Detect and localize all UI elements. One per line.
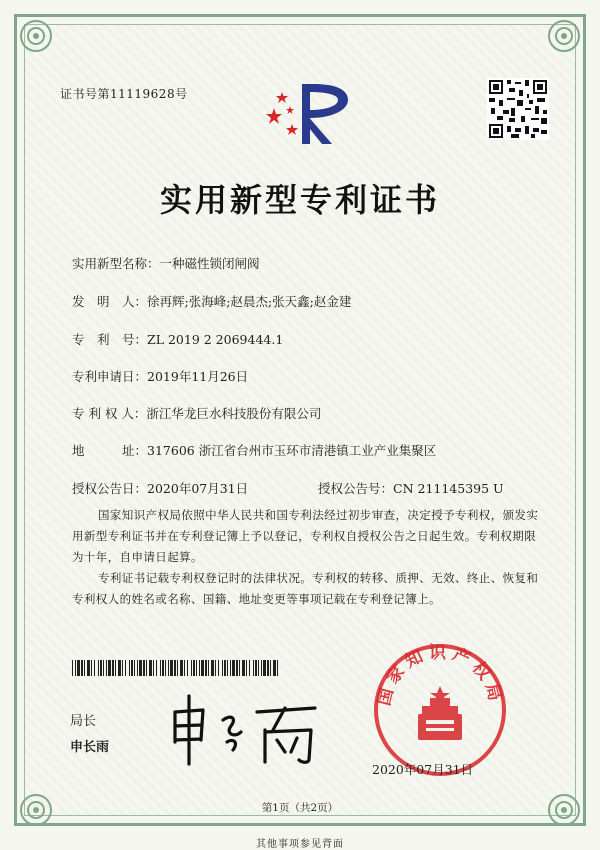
field-patent-number [72, 330, 283, 348]
barcode-bar [239, 660, 240, 676]
barcode-bar [201, 660, 204, 676]
barcode-bar [75, 660, 76, 676]
field-label: 专利申请日： [72, 369, 148, 384]
barcode-bar [253, 660, 254, 676]
barcode-bar [263, 660, 266, 676]
barcode-bar [165, 660, 166, 676]
cnipa-logo-icon [262, 78, 354, 148]
field-value: 317606 浙江省台州市玉环市清港镇工业产业集聚区 [147, 443, 437, 458]
barcode-bar [122, 660, 123, 676]
director-title: 局长 [70, 714, 97, 729]
barcode-bar [87, 660, 90, 676]
barcode-icon [72, 660, 282, 676]
body-paragraph: 国家知识产权局依照中华人民共和国专利法经过初步审查，决定授予专利权，颁发实用新型专利证书并在专利登记簿上予以登记，专利权自授权公告之日起生效。专利权期限为十年，自申请日起算。 [72, 508, 539, 564]
barcode-bar [143, 660, 145, 676]
field-value: 浙江华龙巨水科技股份有限公司 [146, 406, 322, 421]
barcode-bar [103, 660, 104, 676]
barcode-bar [236, 660, 238, 676]
barcode-bar [255, 660, 257, 676]
barcode-bar [196, 660, 197, 676]
field-value: 徐再辉;张海峰;赵晨杰;张天鑫;赵金建 [147, 294, 352, 309]
barcode-bar [129, 660, 130, 676]
field-grant-date [72, 479, 248, 497]
barcode-bar [139, 660, 142, 676]
field-inventor [72, 292, 351, 310]
field-label: 地 址： [72, 443, 148, 458]
barcode-bar [242, 660, 245, 676]
field-grant-number [318, 479, 504, 497]
barcode-bar [131, 660, 133, 676]
barcode-bar [153, 660, 154, 676]
barcode-bar [94, 660, 95, 676]
signature-icon [165, 690, 325, 770]
barcode-bar [118, 660, 121, 676]
field-label: 授权公告日： [72, 481, 148, 496]
corner-ornament-icon [16, 16, 56, 56]
svg-text:国家知识产权局: 国家知识产权局 [374, 643, 506, 708]
barcode-bar [218, 660, 219, 676]
field-value: CN 211145395 U [393, 481, 504, 496]
barcode-bar [222, 660, 223, 676]
barcode-bar [191, 660, 192, 676]
barcode-bar [100, 660, 102, 676]
barcode-bar [98, 660, 99, 676]
barcode-bar [115, 660, 116, 676]
barcode-bar [199, 660, 200, 676]
barcode-bar [146, 660, 147, 676]
barcode-bar [273, 660, 276, 676]
body-text [72, 505, 542, 610]
barcode-bar [267, 660, 269, 676]
barcode-bar [180, 660, 183, 676]
footer-note: 其他事项参见背面 [256, 839, 344, 850]
field-label: 专 利 号： [72, 332, 148, 347]
barcode-bar [162, 660, 164, 676]
certificate-number: 证书号第11119628号 [60, 87, 188, 101]
seal-date: 2020年07月31日 [372, 762, 474, 777]
barcode-bar [193, 660, 195, 676]
barcode-bar [261, 660, 262, 676]
barcode-bar [184, 660, 185, 676]
field-label: 专 利 权 人： [72, 406, 147, 421]
barcode-bar [137, 660, 138, 676]
barcode-bar [258, 660, 259, 676]
field-value: 2019年11月26日 [147, 369, 249, 384]
page-number: 第1页（共2页） [261, 802, 339, 814]
qr-code-icon [487, 78, 549, 140]
field-label: 授权公告号： [318, 481, 394, 496]
barcode-bar [249, 660, 250, 676]
barcode-bar [270, 660, 271, 676]
barcode-bar [227, 660, 228, 676]
field-address [72, 441, 436, 459]
barcode-bar [134, 660, 135, 676]
barcode-bar [230, 660, 231, 676]
field-value: 2020年07月31日 [147, 481, 249, 496]
barcode-bar [81, 660, 83, 676]
barcode-bar [215, 660, 216, 676]
barcode-bar [170, 660, 173, 676]
barcode-bar [149, 660, 152, 676]
barcode-bar [168, 660, 169, 676]
barcode-bar [91, 660, 92, 676]
certificate-title: 实用新型专利证书 [159, 181, 440, 219]
barcode-bar [77, 660, 80, 676]
barcode-bar [208, 660, 209, 676]
barcode-bar [211, 660, 214, 676]
barcode-bar [125, 660, 126, 676]
director-name: 申长雨 [70, 740, 110, 755]
field-value: ZL 2019 2 2069444.1 [147, 332, 284, 347]
barcode-bar [108, 660, 111, 676]
barcode-bar [224, 660, 226, 676]
barcode-bar [187, 660, 188, 676]
corner-ornament-icon [544, 16, 584, 56]
field-value: 一种磁性锁闭闸阀 [159, 256, 260, 271]
field-application-date [72, 367, 248, 385]
field-label: 实用新型名称： [72, 256, 160, 271]
barcode-bar [84, 660, 85, 676]
body-paragraph: 专利证书记载专利权登记时的法律状况。专利权的转移、质押、无效、终止、恢复和专利权人的姓名或名称、国籍、地址变更等事项记载在专利登记簿上。 [72, 571, 539, 606]
field-label: 发 明 人： [72, 294, 148, 309]
barcode-bar [246, 660, 247, 676]
barcode-bar [160, 660, 161, 676]
barcode-bar [277, 660, 278, 676]
barcode-bar [177, 660, 178, 676]
barcode-bar [72, 660, 73, 676]
field-patentee [72, 404, 321, 422]
field-utility-name [72, 254, 260, 272]
barcode-bar [205, 660, 207, 676]
barcode-bar [232, 660, 235, 676]
barcode-bar [156, 660, 157, 676]
barcode-bar [106, 660, 107, 676]
barcode-bar [112, 660, 114, 676]
official-seal-icon [370, 640, 510, 780]
barcode-bar [174, 660, 176, 676]
